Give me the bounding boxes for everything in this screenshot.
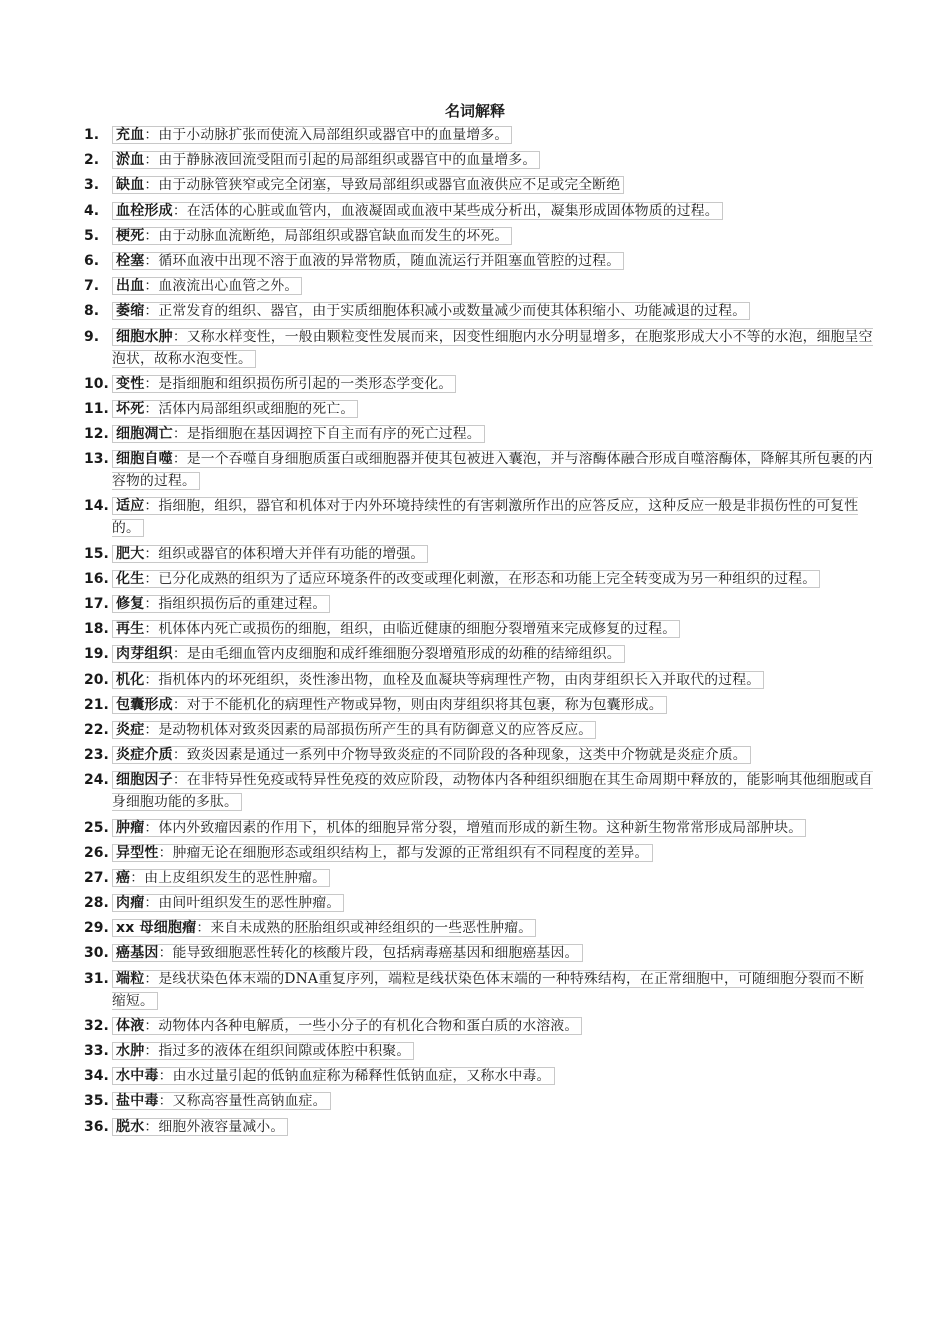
entry-number: 20. <box>84 671 109 688</box>
entry-number: 25. <box>84 819 109 836</box>
entry-definition: 血液流出心血管之外。 <box>158 278 299 295</box>
entry-separator: ： <box>144 303 159 320</box>
entry-body <box>112 225 874 247</box>
list-item <box>84 543 874 565</box>
entry-term: 盐中毒 <box>116 1093 159 1110</box>
list-item <box>84 892 874 914</box>
entry-box <box>112 176 624 194</box>
entry-number: 30. <box>84 945 109 962</box>
entry-number: 15. <box>84 545 109 562</box>
entry-body <box>112 593 874 615</box>
entry-separator: ： <box>144 621 159 638</box>
entry-term: 癌 <box>116 869 131 886</box>
entry-body <box>112 543 874 565</box>
entry-body <box>112 942 874 964</box>
entry-box <box>112 425 485 443</box>
list-item <box>84 867 874 889</box>
entry-body <box>112 842 874 864</box>
entry-definition: 对于不能机化的病理性产物或异物，则由肉芽组织将其包裹，称为包囊形成。 <box>186 696 663 713</box>
entry-box <box>112 328 873 368</box>
list-item <box>84 225 874 247</box>
entry-number: 35. <box>84 1093 109 1110</box>
entry-separator: ： <box>144 498 159 515</box>
entry-number: 27. <box>84 869 109 886</box>
entry-number: 16. <box>84 570 109 587</box>
entry-number: 7. <box>84 278 100 295</box>
entry-separator: ： <box>172 328 187 345</box>
list-item <box>84 174 874 196</box>
list-item <box>84 719 874 741</box>
entry-box <box>112 746 751 764</box>
entry-body <box>112 1116 874 1138</box>
entry-definition: 是一个吞噬自身细胞质蛋白或细胞器并使其包被进入囊泡，并与溶酶体融合形成自噬溶酶体，降解其所包裹的内容物的过程。 <box>112 451 873 490</box>
list-item <box>84 968 874 1012</box>
entry-box <box>112 645 625 663</box>
entry-separator: ： <box>172 202 187 219</box>
entry-definition: 活体内局部组织或细胞的死亡。 <box>158 400 355 417</box>
entry-separator: ： <box>144 721 159 738</box>
entry-separator: ： <box>144 177 159 194</box>
entry-number: 4. <box>84 202 100 219</box>
entry-separator: ： <box>172 451 187 468</box>
entry-definition: 动物体内各种电解质，一些小分子的有机化合物和蛋白质的水溶液。 <box>158 1017 579 1034</box>
entry-term: 充血 <box>116 127 145 143</box>
entry-body <box>112 398 874 420</box>
entry-separator: ： <box>144 252 159 269</box>
entry-box <box>112 970 864 1010</box>
entry-box <box>112 919 536 937</box>
entry-number: 2. <box>84 152 100 169</box>
entry-term: 异型性 <box>116 844 159 861</box>
entry-number: 33. <box>84 1043 109 1059</box>
entry-body <box>112 423 874 445</box>
entry-separator: ： <box>144 819 159 836</box>
list-item <box>84 300 874 322</box>
list-item <box>84 200 874 222</box>
list-item <box>84 124 874 146</box>
entry-definition: 在活体的心脏或血管内，血液凝固或血液中某些成分析出，凝集形成固体物质的过程。 <box>186 202 719 219</box>
entry-definition: 指组织损伤后的重建过程。 <box>158 596 327 612</box>
entry-number: 24. <box>84 772 109 789</box>
entry-box <box>112 1118 288 1136</box>
entry-body <box>112 250 874 272</box>
entry-number: 31. <box>84 970 109 987</box>
entry-separator: ： <box>144 152 159 169</box>
entry-box <box>112 1017 582 1035</box>
list-item <box>84 250 874 272</box>
entry-box <box>112 126 512 144</box>
entry-term: 肉瘤 <box>116 895 145 912</box>
entry-body <box>112 1065 874 1087</box>
entry-term: 修复 <box>116 596 145 612</box>
entry-separator: ： <box>144 1017 159 1034</box>
entry-definition: 体内外致瘤因素的作用下，机体的细胞异常分裂，增殖而形成的新生物。这种新生物常常形成局部肿块。 <box>158 819 803 836</box>
entry-separator: ： <box>144 671 159 688</box>
entry-definition: 是动物机体对致炎因素的局部损伤所产生的具有防御意义的应答反应。 <box>158 721 593 738</box>
entry-definition: 由于小动脉扩张而使流入局部组织或器官中的血量增多。 <box>158 127 509 143</box>
list-item <box>84 744 874 766</box>
list-item <box>84 917 874 939</box>
entry-number: 17. <box>84 596 109 612</box>
list-item <box>84 448 874 492</box>
entry-body <box>112 892 874 914</box>
entry-body <box>112 373 874 395</box>
entry-body <box>112 124 874 146</box>
entry-number: 36. <box>84 1118 109 1135</box>
entry-body <box>112 1090 874 1112</box>
entry-definition: 由上皮组织发生的恶性肿瘤。 <box>144 869 327 886</box>
entry-body <box>112 618 874 640</box>
list-item <box>84 495 874 539</box>
entry-term: 化生 <box>116 570 145 587</box>
list-item <box>84 618 874 640</box>
entry-separator: ： <box>144 545 159 562</box>
entry-box <box>112 497 858 537</box>
entry-definition: 指机体内的坏死组织，炎性渗出物，血栓及血凝块等病理性产物，由肉芽组织长入并取代的过程。 <box>158 671 761 688</box>
entry-term: 肉芽组织 <box>116 646 173 663</box>
entry-term: 水中毒 <box>116 1068 159 1085</box>
entry-number: 3. <box>84 177 100 194</box>
entry-box <box>112 151 540 169</box>
entry-body <box>112 275 874 297</box>
entry-box <box>112 450 873 490</box>
entry-term: 萎缩 <box>116 303 145 320</box>
list-item <box>84 593 874 615</box>
entry-definition: 致炎因素是通过一系列中介物导致炎症的不同阶段的各种现象，这类中介物就是炎症介质。 <box>186 747 747 764</box>
entry-term: 淤血 <box>116 152 145 169</box>
entry-term: 脱水 <box>116 1118 145 1135</box>
entry-box <box>112 771 873 811</box>
list-item <box>84 275 874 297</box>
entry-body <box>112 917 874 939</box>
entry-box <box>112 400 358 418</box>
entry-separator: ： <box>144 1043 159 1059</box>
entry-term: 坏死 <box>116 400 145 417</box>
entry-number: 21. <box>84 696 109 713</box>
entry-body <box>112 817 874 839</box>
entry-separator: ： <box>172 426 187 443</box>
entry-term: 细胞凋亡 <box>116 426 173 443</box>
entry-term: 癌基因 <box>116 945 159 962</box>
entry-term: 再生 <box>116 621 145 638</box>
list-item <box>84 817 874 839</box>
entry-term: 肥大 <box>116 545 145 562</box>
entry-term: 体液 <box>116 1017 145 1034</box>
entry-separator: ： <box>144 570 159 587</box>
entry-body <box>112 1015 874 1037</box>
entry-number: 22. <box>84 721 109 738</box>
entry-definition: 来自未成熟的胚胎组织或神经组织的一些恶性肿瘤。 <box>210 920 533 937</box>
list-item <box>84 373 874 395</box>
entry-definition: 由水过量引起的低钠血症称为稀释性低钠血症，又称水中毒。 <box>172 1068 551 1085</box>
entry-definition: 循环血液中出现不溶于血液的异常物质，随血流运行并阻塞血管腔的过程。 <box>158 252 621 269</box>
entry-body <box>112 149 874 171</box>
entry-term: 包囊形成 <box>116 696 173 713</box>
entry-box <box>112 894 344 912</box>
page-title: 名词解释 <box>444 102 505 120</box>
entry-definition: 是指细胞在基因调控下自主而有序的死亡过程。 <box>186 426 481 443</box>
entry-definition: 肿瘤无论在细胞形态或组织结构上，都与发源的正常组织有不同程度的差异。 <box>172 844 649 861</box>
entry-body <box>112 719 874 741</box>
entry-definition: 由于静脉液回流受阻而引起的局部组织或器官中的血量增多。 <box>158 152 537 169</box>
entry-number: 13. <box>84 451 109 468</box>
entry-number: 26. <box>84 844 109 861</box>
entry-term: 机化 <box>116 671 145 688</box>
entry-term: 出血 <box>116 278 145 295</box>
entry-body <box>112 694 874 716</box>
entry-body <box>112 448 874 492</box>
entry-definition: 指过多的液体在组织间隙或体腔中积聚。 <box>158 1043 411 1059</box>
entry-term: 细胞水肿 <box>116 328 173 345</box>
entry-definition: 是由毛细血管内皮细胞和成纤维细胞分裂增殖形成的幼稚的结缔组织。 <box>186 646 621 663</box>
entry-definition: 组织或器官的体积增大并伴有功能的增强。 <box>158 545 425 562</box>
entry-separator: ： <box>158 1093 173 1110</box>
entry-box <box>112 944 583 962</box>
entry-body <box>112 769 874 813</box>
entry-definition: 由间叶组织发生的恶性肿瘤。 <box>158 895 341 912</box>
entry-term: xx 母细胞瘤 <box>116 920 197 937</box>
entry-definition: 又称水样变性，一般由颗粒变性发展而来，因变性细胞内水分明显增多，在胞浆形成大小不等的水泡，细胞呈空泡状，故称水泡变性。 <box>112 328 873 367</box>
list-item <box>84 942 874 964</box>
entry-term: 栓塞 <box>116 252 145 269</box>
entry-definition: 机体体内死亡或损伤的细胞，组织，由临近健康的细胞分裂增殖来完成修复的过程。 <box>158 621 677 638</box>
list-item <box>84 669 874 691</box>
entry-definition: 能导致细胞恶性转化的核酸片段，包括病毒癌基因和细胞癌基因。 <box>172 945 579 962</box>
entry-number: 10. <box>84 375 109 392</box>
entry-definition: 是线状染色体末端的DNA重复序列，端粒是线状染色体末端的一种特殊结构，在正常细胞中，可随细胞分裂而不断缩短。 <box>112 970 864 1009</box>
entry-separator: ： <box>158 844 173 861</box>
entry-body <box>112 174 874 196</box>
entry-definition: 在非特异性免疫或特异性免疫的效应阶段，动物体内各种组织细胞在其生命周期中释放的，能影响其他细胞或自身细胞功能的多肽。 <box>112 772 873 811</box>
entry-box <box>112 252 624 270</box>
entry-box <box>112 696 667 714</box>
entry-box <box>112 202 723 220</box>
entry-box <box>112 375 456 393</box>
entry-separator: ： <box>144 596 159 612</box>
entry-body <box>112 568 874 590</box>
entry-separator: ： <box>144 400 159 417</box>
entry-separator: ： <box>158 945 173 962</box>
entry-term: 变性 <box>116 375 145 392</box>
entry-number: 18. <box>84 621 109 638</box>
entry-separator: ： <box>144 127 159 143</box>
entry-separator: ： <box>172 696 187 713</box>
entry-term: 端粒 <box>116 970 145 987</box>
entry-body <box>112 669 874 691</box>
list-item <box>84 1015 874 1037</box>
entry-separator: ： <box>172 747 187 764</box>
entry-definition: 指细胞，组织，器官和机体对于内外环境持续性的有害刺激所作出的应答反应，这种反应一般是非损伤性的可复性的。 <box>112 498 859 537</box>
list-item <box>84 568 874 590</box>
entry-term: 血栓形成 <box>116 202 173 219</box>
entry-number: 9. <box>84 328 100 345</box>
entry-separator: ： <box>172 646 187 663</box>
entry-separator: ： <box>144 375 159 392</box>
entry-number: 14. <box>84 498 109 515</box>
entry-term: 细胞因子 <box>116 772 173 789</box>
entry-box <box>112 721 596 739</box>
entry-term: 缺血 <box>116 177 145 194</box>
list-item <box>84 842 874 864</box>
list-item <box>84 1065 874 1087</box>
entry-body <box>112 744 874 766</box>
list-item <box>84 149 874 171</box>
term-list <box>84 124 874 1141</box>
entry-body <box>112 1040 874 1062</box>
entry-number: 1. <box>84 127 100 143</box>
entry-number: 28. <box>84 895 109 912</box>
entry-term: 适应 <box>116 498 145 515</box>
list-item <box>84 694 874 716</box>
entry-box <box>112 302 750 320</box>
entry-separator: ： <box>130 869 145 886</box>
entry-body <box>112 968 874 1012</box>
entry-body <box>112 200 874 222</box>
list-item <box>84 769 874 813</box>
entry-term: 水肿 <box>116 1043 145 1059</box>
entry-number: 5. <box>84 227 100 244</box>
entry-definition: 又称高容量性高钠血症。 <box>172 1093 327 1110</box>
entry-definition: 是指细胞和组织损伤所引起的一类形态学变化。 <box>158 375 453 392</box>
entry-term: 梗死 <box>116 227 145 244</box>
entry-box <box>112 545 428 563</box>
entry-box <box>112 620 680 638</box>
entry-number: 8. <box>84 303 100 320</box>
list-item <box>84 423 874 445</box>
entry-body <box>112 326 874 370</box>
entry-definition: 由于动脉血流断绝，局部组织或器官缺血而发生的坏死。 <box>158 227 509 244</box>
entry-box <box>112 1067 555 1085</box>
entry-number: 32. <box>84 1017 109 1034</box>
entry-box <box>112 1092 331 1110</box>
list-item <box>84 643 874 665</box>
entry-body <box>112 867 874 889</box>
entry-box <box>112 844 653 862</box>
entry-term: 炎症介质 <box>116 747 173 764</box>
entry-definition: 已分化成熟的组织为了适应环境条件的改变或理化刺激，在形态和功能上完全转变成为另一种组织的过程。 <box>158 570 817 587</box>
entry-number: 11. <box>84 400 109 417</box>
entry-separator: ： <box>144 1118 159 1135</box>
entry-number: 23. <box>84 747 109 764</box>
list-item <box>84 398 874 420</box>
entry-number: 29. <box>84 920 109 937</box>
entry-box <box>112 869 330 887</box>
entry-separator: ： <box>172 772 187 789</box>
entry-number: 19. <box>84 646 109 663</box>
entry-box <box>112 1042 414 1060</box>
list-item <box>84 1090 874 1112</box>
entry-body <box>112 495 874 539</box>
entry-definition: 细胞外液容量减小。 <box>158 1118 285 1135</box>
entry-term: 细胞自噬 <box>116 451 173 468</box>
entry-box <box>112 595 330 613</box>
entry-number: 6. <box>84 252 100 269</box>
entry-separator: ： <box>196 920 211 937</box>
entry-box <box>112 819 806 837</box>
entry-box <box>112 227 512 245</box>
entry-term: 肿瘤 <box>116 819 145 836</box>
entry-definition: 由于动脉管狭窄或完全闭塞，导致局部组织或器官血液供应不足或完全断绝 <box>158 177 621 194</box>
entry-body <box>112 300 874 322</box>
entry-separator: ： <box>144 227 159 244</box>
entry-number: 12. <box>84 426 109 443</box>
entry-box <box>112 671 764 689</box>
entry-separator: ： <box>144 970 159 987</box>
entry-box <box>112 570 820 588</box>
entry-separator: ： <box>144 895 159 912</box>
entry-definition: 正常发育的组织、器官，由于实质细胞体积减小或数量减少而使其体积缩小、功能减退的过程。 <box>158 303 747 320</box>
entry-term: 炎症 <box>116 721 145 738</box>
list-item <box>84 326 874 370</box>
entry-body <box>112 643 874 665</box>
entry-separator: ： <box>158 1068 173 1085</box>
entry-separator: ： <box>144 278 159 295</box>
list-item <box>84 1116 874 1138</box>
list-item <box>84 1040 874 1062</box>
entry-number: 34. <box>84 1068 109 1085</box>
entry-box <box>112 277 302 295</box>
